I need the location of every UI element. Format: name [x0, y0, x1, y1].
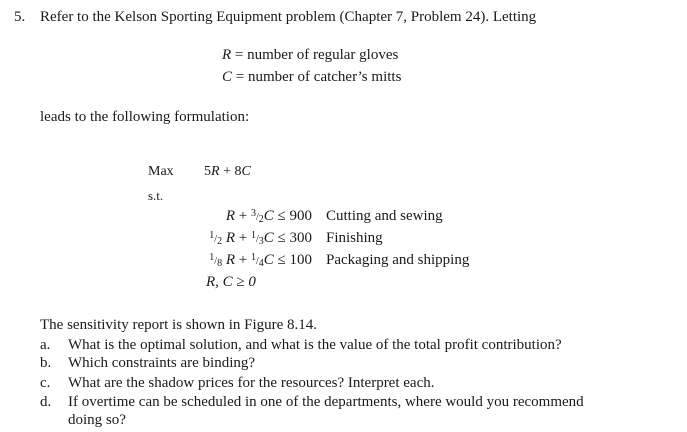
question-d-text: If overtime can be scheduled in one of the departments, where would you recommend	[68, 394, 584, 410]
objective-var-c: C	[241, 164, 251, 179]
constraint-cutting	[0, 207, 687, 227]
question-a-text: What is the optimal solution, and what is the value of the total profit contribution?	[68, 337, 562, 353]
objective-var-r: R	[211, 164, 220, 179]
constraint-cutting-frac: 3/2	[250, 208, 264, 225]
constraint-packaging-rhs: 100	[289, 252, 312, 268]
constraint-packaging-name: Packaging and shipping	[326, 252, 470, 268]
problem-intro: Refer to the Kelson Sporting Equipment problem (Chapter 7, Problem 24). Letting	[40, 9, 537, 25]
constraint-packaging-lhs: 1/8 R + 1/4C ≤ 100	[209, 252, 312, 269]
objective-label: Max	[148, 164, 174, 179]
constraint-cutting-name: Cutting and sewing	[326, 208, 443, 224]
leads-text: leads to the following formulation:	[40, 109, 250, 125]
constraint-finishing-lhs: 1/2 R + 1/3C ≤ 300	[209, 230, 312, 247]
definition-r-var: R	[222, 47, 232, 63]
objective-coef-r: 5	[204, 164, 211, 179]
definition-c	[222, 68, 401, 86]
constraint-cutting-rhs: 900	[289, 208, 312, 224]
question-a-label: a.	[40, 337, 51, 353]
question-d-continuation: doing so?	[68, 412, 126, 428]
nonnegativity-constraint: R, C ≥ 0	[206, 274, 256, 290]
question-d-label: d.	[40, 394, 52, 410]
problem-number: 5.	[14, 9, 26, 25]
subject-to-label: s.t.	[148, 188, 164, 203]
constraint-packaging	[0, 251, 687, 271]
constraint-cutting-lhs: R + 3/2C ≤ 900	[225, 208, 312, 225]
definition-c-var: C	[222, 69, 233, 85]
objective-plus: +	[219, 164, 235, 179]
constraint-finishing	[0, 229, 687, 249]
constraint-finishing-name: Finishing	[326, 230, 383, 246]
question-b-text: Which constraints are binding?	[68, 355, 256, 371]
definition-r	[222, 46, 398, 64]
definition-r-text: = number of regular gloves	[234, 47, 399, 63]
question-c-text: What are the shadow prices for the resources? Interpret each.	[68, 375, 435, 391]
definition-c-text: = number of catcher’s mitts	[235, 69, 402, 85]
sensitivity-text: The sensitivity report is shown in Figure 8.14.	[40, 317, 318, 333]
objective-coef-c: 8	[234, 164, 242, 179]
constraint-finishing-rhs: 300	[289, 230, 312, 246]
objective-expression	[204, 164, 251, 181]
question-c-label: c.	[40, 375, 51, 391]
question-b-label: b.	[40, 355, 52, 371]
